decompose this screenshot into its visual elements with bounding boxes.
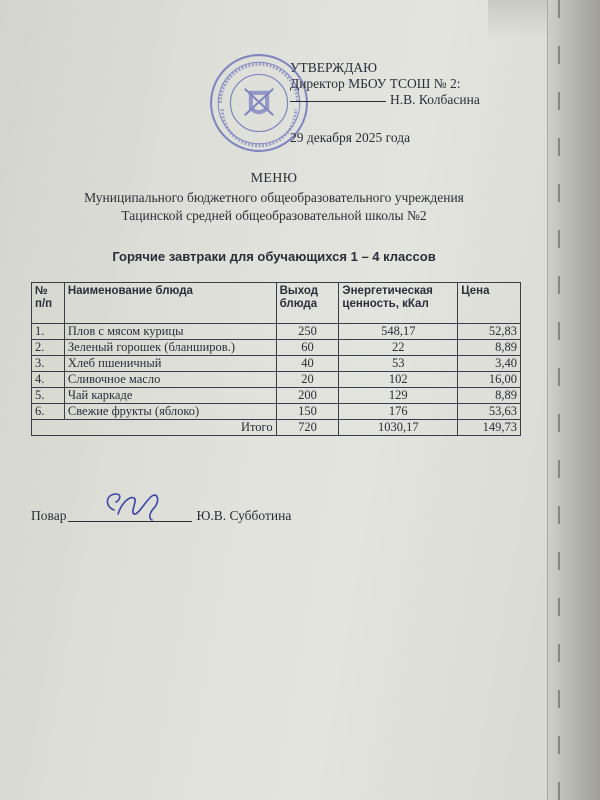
header-price: Цена xyxy=(458,283,521,324)
row-number: 3. xyxy=(32,356,65,372)
row-number: 4. xyxy=(32,372,65,388)
total-label: Итого xyxy=(32,420,277,436)
approve-signature-row xyxy=(290,92,480,108)
table-row xyxy=(32,404,521,420)
table-row xyxy=(32,356,521,372)
cook-signature-row xyxy=(31,508,291,524)
total-price: 149,73 xyxy=(458,420,521,436)
dish-yield: 150 xyxy=(276,404,339,420)
dish-name: Плов с мясом курицы xyxy=(64,324,276,340)
dish-yield: 40 xyxy=(276,356,339,372)
dish-yield: 60 xyxy=(276,340,339,356)
dish-price: 52,83 xyxy=(458,324,521,340)
approve-position: Директор МБОУ ТСОШ № 2: xyxy=(290,76,461,91)
dish-name: Хлеб пшеничный xyxy=(64,356,276,372)
cook-label: Повар xyxy=(31,508,67,523)
dish-name: Чай каркаде xyxy=(64,388,276,404)
table-row xyxy=(32,388,521,404)
approval-block xyxy=(290,60,480,145)
row-number: 6. xyxy=(32,404,65,420)
header-energy: Энергетическая ценность, кКал xyxy=(339,283,458,324)
dish-name: Свежие фрукты (яблоко) xyxy=(64,404,276,420)
director-name: Н.В. Колбасина xyxy=(390,92,480,107)
total-row xyxy=(32,420,521,436)
dish-name: Сливочное масло xyxy=(64,372,276,388)
dish-price: 16,00 xyxy=(458,372,521,388)
document-title: МЕНЮ xyxy=(250,171,298,186)
row-number: 1. xyxy=(32,324,65,340)
dish-yield: 250 xyxy=(276,324,339,340)
dish-energy: 53 xyxy=(339,356,458,372)
total-yield: 720 xyxy=(276,420,339,436)
table-row xyxy=(32,372,521,388)
dish-name: Зеленый горошек (бланширов.) xyxy=(64,340,276,356)
table-row xyxy=(32,340,521,356)
approve-heading: УТВЕРЖДАЮ xyxy=(290,60,378,75)
row-number: 2. xyxy=(32,340,65,356)
dish-energy: 176 xyxy=(339,404,458,420)
director-signature-line xyxy=(290,101,386,102)
cook-signature-line xyxy=(68,521,192,522)
menu-subtitle: Горячие завтраки для обучающихся 1 – 4 классов xyxy=(112,249,436,264)
header-number: № п/п xyxy=(32,283,65,324)
table-header-row xyxy=(32,283,521,324)
organization-line-2: Тацинской средней общеобразовательной школы №2 xyxy=(121,208,427,223)
header-yield: Выход блюда xyxy=(276,283,339,324)
cook-name: Ю.В. Субботина xyxy=(196,508,292,523)
dish-energy: 548,17 xyxy=(339,324,458,340)
dish-yield: 200 xyxy=(276,388,339,404)
dish-price: 3,40 xyxy=(458,356,521,372)
table-row xyxy=(32,324,521,340)
menu-table xyxy=(31,282,521,436)
dish-price: 8,89 xyxy=(458,340,521,356)
dish-energy: 22 xyxy=(339,340,458,356)
organization-line-1: Муниципального бюджетного общеобразовательного учреждения xyxy=(84,190,464,205)
dish-yield: 20 xyxy=(276,372,339,388)
dish-price: 8,89 xyxy=(458,388,521,404)
dish-energy: 102 xyxy=(339,372,458,388)
total-energy: 1030,17 xyxy=(339,420,458,436)
row-number: 5. xyxy=(32,388,65,404)
header-dish-name: Наименование блюда xyxy=(64,283,276,324)
dish-energy: 129 xyxy=(339,388,458,404)
binder-edge xyxy=(547,0,600,800)
dish-price: 53,63 xyxy=(458,404,521,420)
approve-date: 29 декабря 2025 года xyxy=(290,130,411,145)
